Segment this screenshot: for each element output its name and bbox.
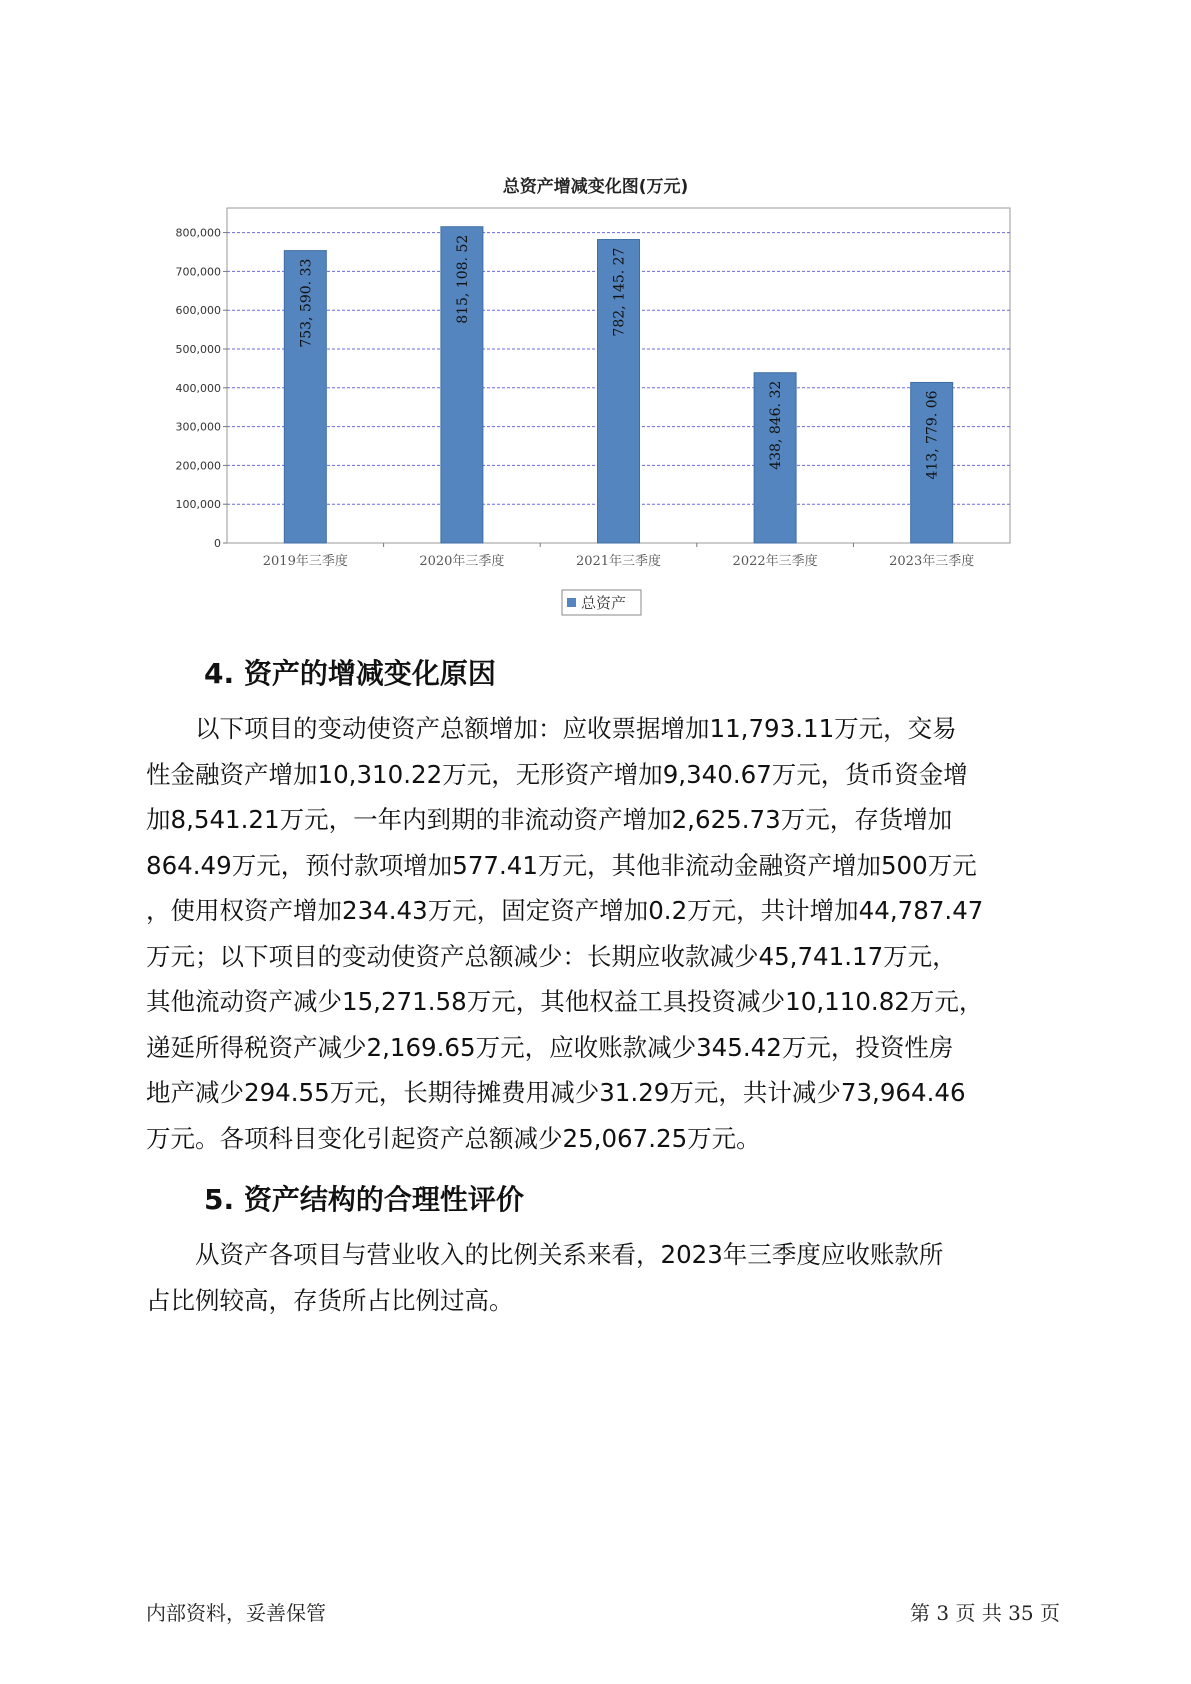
section-4-paragraph [146, 706, 1061, 1161]
paragraph-line: 其他流动资产减少15,271.58万元，其他权益工具投资减少10,110.82万元， [146, 987, 984, 1016]
y-tick-label: 700,000 [175, 265, 221, 279]
paragraph-line: 万元；以下项目的变动使资产总额减少：长期应收款减少45,741.17万元， [146, 941, 957, 971]
paragraph-line: 以下项目的变动使资产总额增加：应收票据增加11,793.11万元，交易 [195, 714, 957, 743]
y-tick-label: 600,000 [175, 304, 221, 318]
paragraph-line: 性金融资产增加10,310.22万元，无形资产增加9,340.67万元，货币资金增 [146, 759, 968, 789]
bar-chart [0, 0, 1191, 640]
x-tick-label: 2019年三季度 [262, 554, 348, 569]
y-tick-label: 200,000 [175, 459, 221, 473]
y-tick-label: 400,000 [175, 381, 221, 395]
y-tick-label: 300,000 [175, 420, 221, 434]
y-tick-label: 800,000 [175, 226, 221, 240]
paragraph-line: 864.49万元，预付款项增加577.41万元，其他非流动金融资产增加500万元 [146, 850, 977, 880]
paragraph-line: 递延所得税资产减少2,169.65万元，应收账款减少345.42万元，投资性房 [146, 1032, 954, 1062]
x-tick-label: 2023年三季度 [889, 554, 975, 569]
paragraph-line: ，使用权资产增加234.43万元，固定资产增加0.2万元，共计增加44,787.47 [146, 896, 984, 925]
paragraph-line: 万元。各项科目变化引起资产总额减少25,067.25万元。 [146, 1123, 761, 1153]
footer-page-number: 第 3 页 共 35 页 [910, 1601, 1060, 1625]
paragraph-line: 地产减少294.55万元，长期待摊费用减少31.29万元，共计减少73,964.46 [146, 1078, 966, 1107]
section-5-heading: 5. 资产结构的合理性评价 [204, 1183, 524, 1216]
footer-confidential-note: 内部资料，妥善保管 [146, 1601, 326, 1625]
y-tick-label: 100,000 [175, 498, 221, 512]
x-tick-label: 2020年三季度 [419, 554, 505, 569]
bar-data-label: 438, 846. 32 [768, 380, 785, 470]
bar-data-label: 413, 779. 06 [924, 390, 941, 480]
bar-data-label: 815, 108. 52 [454, 234, 471, 324]
bar-data-label: 753, 590. 33 [298, 258, 315, 348]
legend-swatch [567, 598, 576, 607]
y-tick-label: 500,000 [175, 343, 221, 356]
x-tick-label: 2022年三季度 [732, 554, 818, 569]
x-tick-label: 2021年三季度 [575, 554, 662, 569]
paragraph-line: 从资产各项目与营业收入的比例关系来看，2023年三季度应收账款所 [195, 1240, 944, 1269]
section-4-heading: 4. 资产的增减变化原因 [204, 657, 496, 690]
section-5-paragraph [146, 1232, 1061, 1323]
y-tick-label: 0 [214, 537, 221, 550]
paragraph-line: 加8,541.21万元，一年内到期的非流动资产增加2,625.73万元，存货增加 [146, 805, 953, 834]
paragraph-line: 占比例较高，存货所占比例过高。 [146, 1285, 514, 1315]
chart-title: 总资产增减变化图(万元) [502, 177, 689, 197]
bar-data-label: 782, 145. 27 [611, 247, 628, 337]
legend-label: 总资产 [581, 594, 627, 612]
